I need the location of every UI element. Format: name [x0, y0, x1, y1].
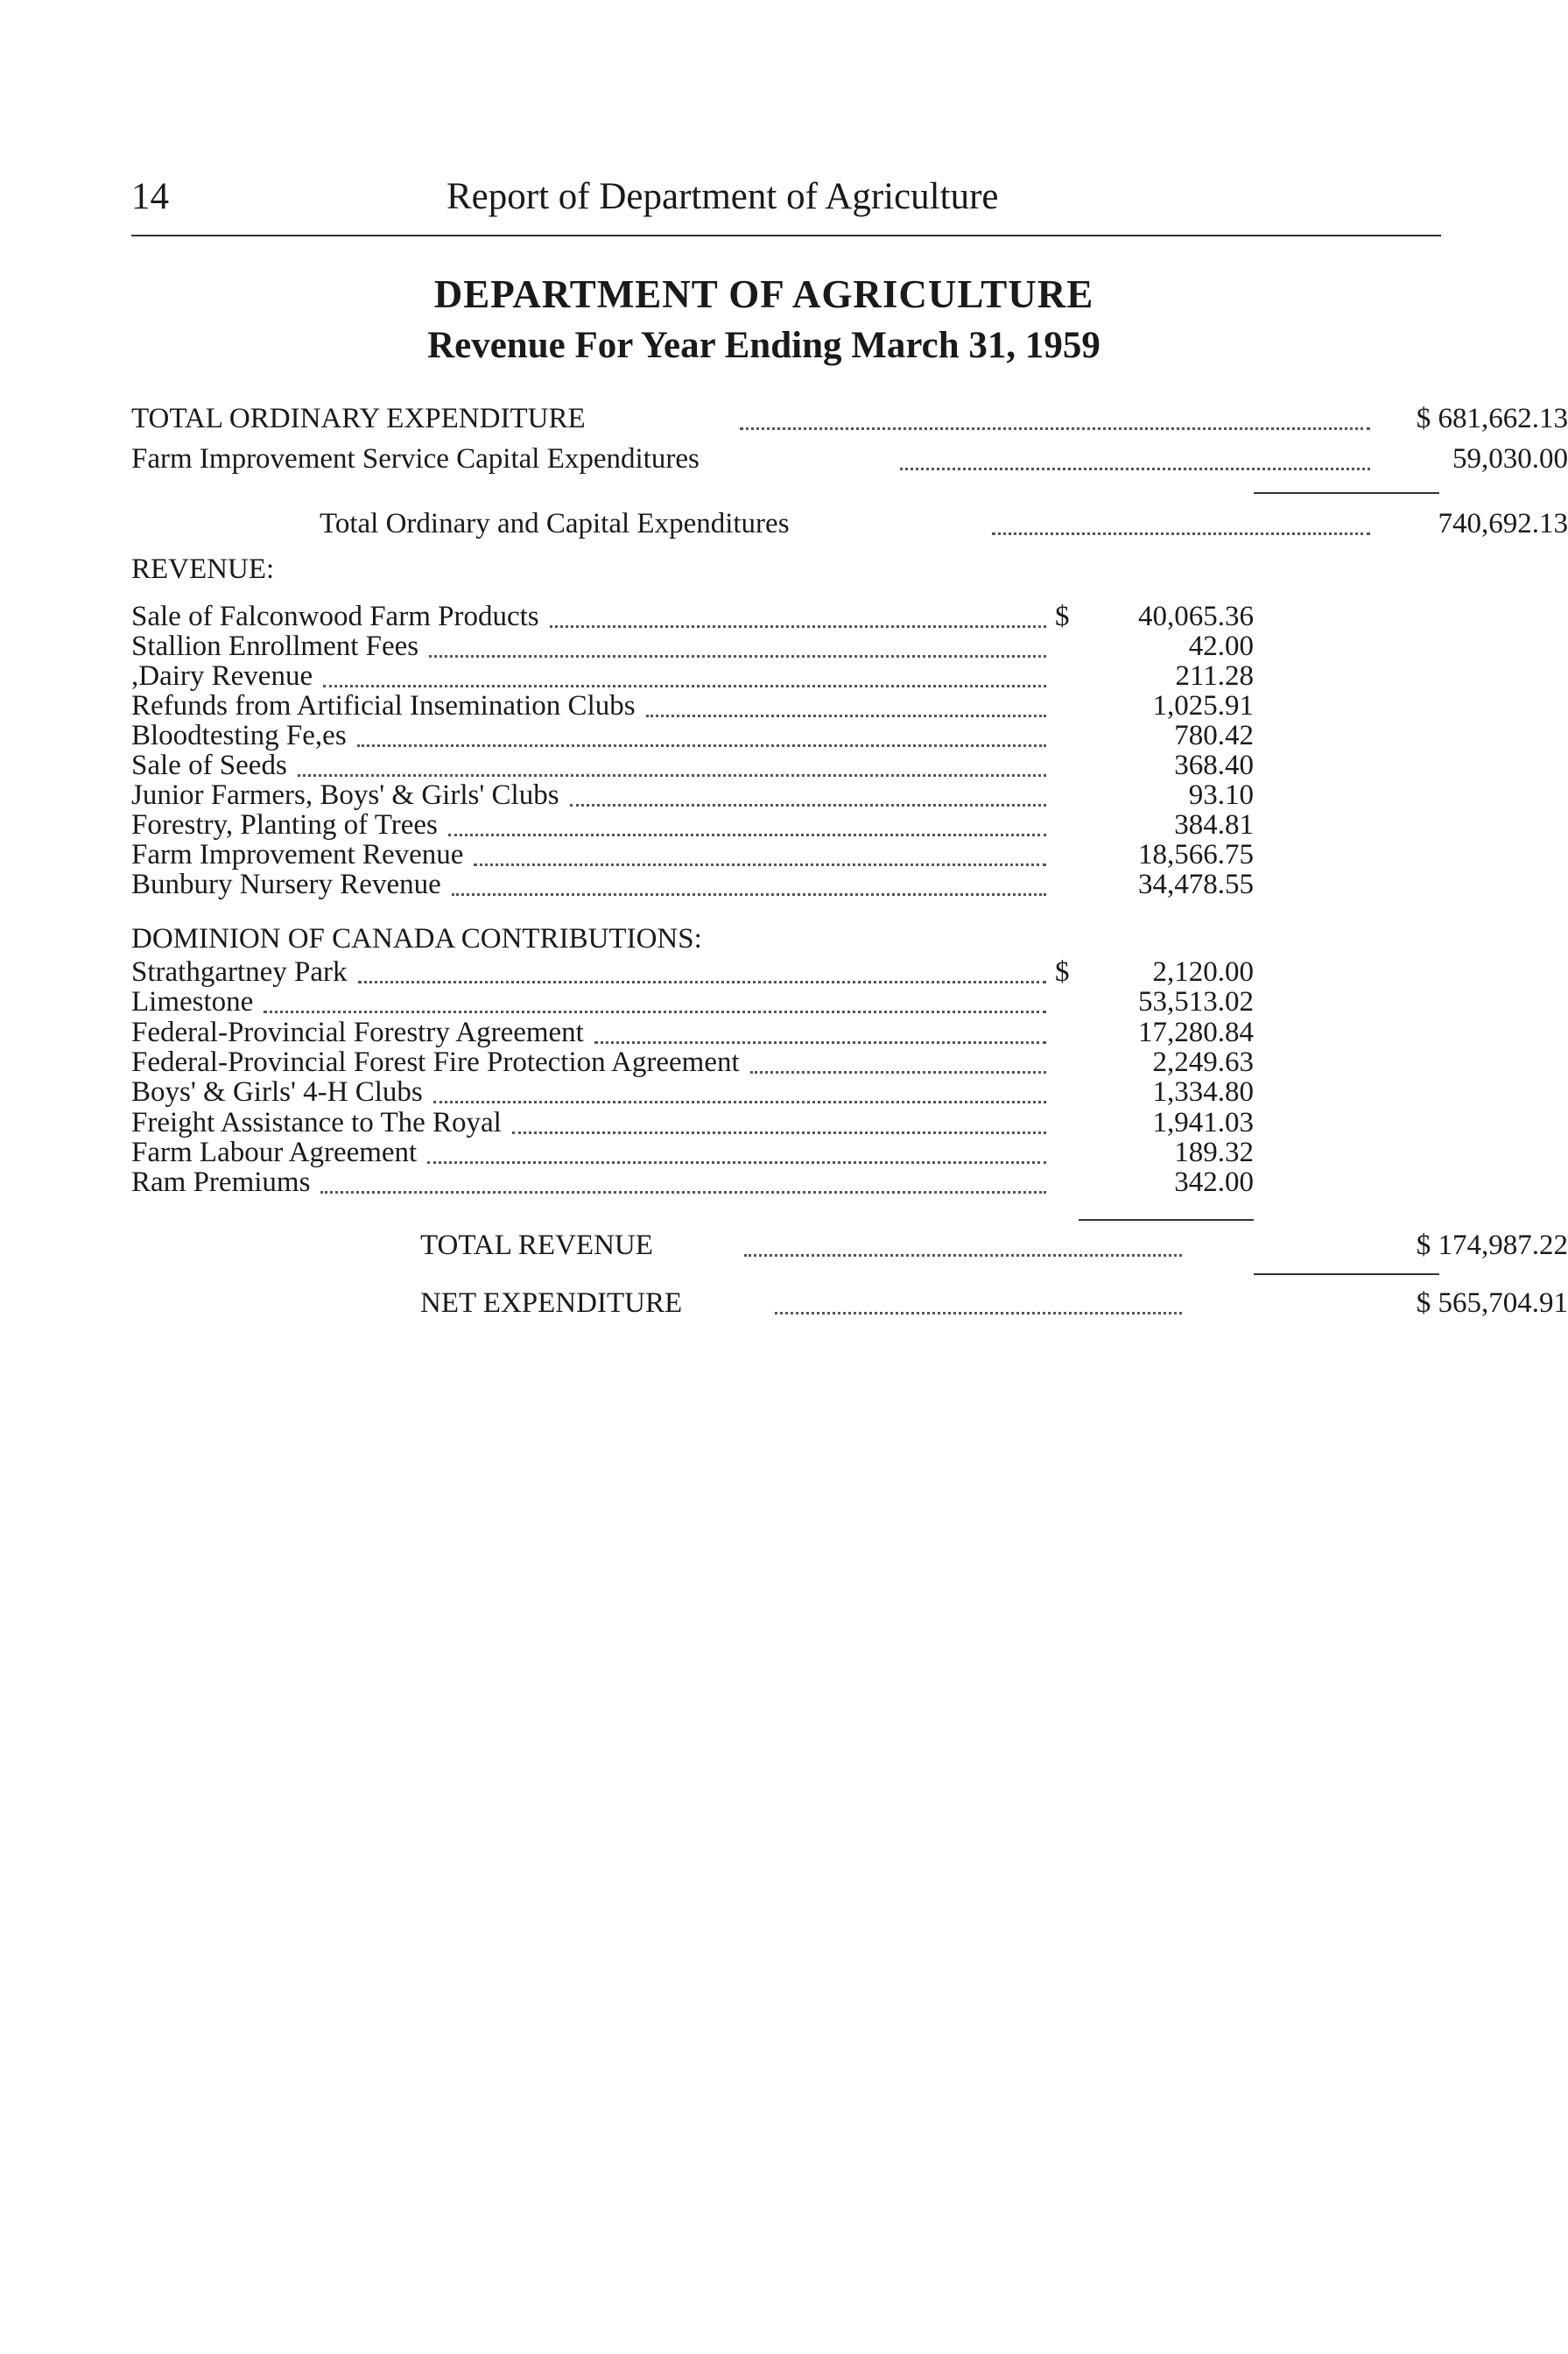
item-label: ,Dairy Revenue	[131, 660, 313, 692]
line-item	[131, 1165, 1269, 1200]
item-label: Bloodtesting Fe,es	[131, 720, 347, 751]
item-amount: 42.00	[1188, 631, 1254, 662]
item-label: Federal-Provincial Forestry Agreement	[131, 1016, 584, 1048]
item-amount: 17,280.84	[1138, 1016, 1254, 1048]
dominion-heading: DOMINION OF CANADA CONTRIBUTIONS:	[131, 923, 702, 955]
total-revenue-row	[131, 1228, 1568, 1263]
leader-dots	[427, 1135, 1046, 1164]
leader-dots	[900, 441, 1370, 470]
dollar-sign: $	[1055, 956, 1070, 988]
item-label: Farm Improvement Revenue	[131, 839, 464, 870]
item-amount: 93.10	[1188, 779, 1254, 811]
row-label: Farm Improvement Service Capital Expenditures	[131, 443, 700, 475]
page-title: DEPARTMENT OF AGRICULTURE	[433, 272, 1094, 316]
row-label: TOTAL REVENUE	[420, 1230, 653, 1261]
item-label: Stallion Enrollment Fees	[131, 631, 419, 662]
net-expenditure-row	[131, 1286, 1568, 1321]
row-label: Total Ordinary and Capital Expenditures	[320, 508, 790, 539]
leader-dots	[358, 955, 1046, 983]
item-label: Ram Premiums	[131, 1166, 311, 1199]
row-amount: 59,030.00	[1452, 443, 1568, 475]
item-label: Limestone	[131, 986, 254, 1018]
row-amount: 740,692.13	[1438, 508, 1568, 539]
item-amount: 53,513.02	[1138, 986, 1254, 1018]
item-label: Farm Labour Agreement	[131, 1136, 418, 1168]
leader-dots	[429, 629, 1046, 658]
item-amount: 368.40	[1174, 750, 1254, 781]
item-label: Forestry, Planting of Trees	[131, 809, 438, 841]
total-ordinary-capital-row	[131, 506, 1568, 541]
item-amount: 189.32	[1174, 1136, 1254, 1168]
leader-dots	[323, 659, 1046, 687]
leader-dots	[775, 1286, 1182, 1314]
item-label: Junior Farmers, Boys' & Girls' Clubs	[131, 779, 559, 811]
row-label: TOTAL ORDINARY EXPENDITURE	[131, 403, 586, 434]
item-amount: 384.81	[1174, 809, 1254, 841]
row-amount: $ 565,704.91	[1416, 1287, 1568, 1319]
leader-dots	[992, 506, 1370, 535]
item-label: Sale of Seeds	[131, 750, 287, 781]
leader-dots	[550, 599, 1046, 628]
revenue-subtotal-rule	[1079, 1219, 1254, 1221]
item-label: Refunds from Artificial Insemination Clubs	[131, 690, 636, 722]
item-amount: 780.42	[1174, 720, 1254, 751]
item-label: Sale of Falconwood Farm Products	[131, 601, 539, 632]
leader-dots	[320, 1165, 1046, 1194]
item-label: Federal-Provincial Forest Fire Protection Agreement	[131, 1046, 740, 1078]
subtotal-rule	[1254, 492, 1439, 494]
farm-improvement-capital-row	[131, 441, 1568, 476]
leader-dots	[646, 688, 1046, 717]
leader-dots	[298, 748, 1046, 777]
item-amount: 211.28	[1175, 660, 1254, 692]
row-label: NET EXPENDITURE	[420, 1287, 683, 1319]
leader-dots	[744, 1228, 1182, 1257]
net-total-rule	[1254, 1273, 1439, 1275]
dollar-sign: $	[1055, 601, 1070, 632]
item-amount: 18,566.75	[1138, 839, 1254, 870]
item-label: Bunbury Nursery Revenue	[131, 869, 441, 900]
leader-dots	[448, 807, 1046, 836]
revenue-heading: REVENUE:	[131, 553, 275, 585]
leader-dots	[740, 401, 1370, 430]
item-amount: 342.00	[1174, 1166, 1254, 1199]
leader-dots	[264, 984, 1046, 1013]
leader-dots	[452, 867, 1046, 896]
total-ordinary-expenditure-row	[131, 401, 1568, 436]
item-label: Strathgartney Park	[131, 956, 348, 988]
item-amount: 1,941.03	[1152, 1106, 1254, 1138]
item-amount: 2,120.00	[1152, 956, 1254, 988]
leader-dots	[357, 718, 1046, 747]
item-amount: 34,478.55	[1138, 869, 1254, 900]
item-amount: 1,334.80	[1152, 1076, 1254, 1109]
header-rule	[131, 235, 1441, 236]
item-label: Boys' & Girls' 4-H Clubs	[131, 1076, 423, 1109]
page-number: 14	[131, 176, 169, 217]
leader-dots	[750, 1045, 1046, 1074]
line-item	[131, 867, 1269, 902]
leader-dots	[570, 778, 1046, 807]
item-amount: 1,025.91	[1152, 690, 1254, 722]
item-label: Freight Assistance to The Royal	[131, 1106, 502, 1138]
leader-dots	[512, 1105, 1046, 1134]
leader-dots	[594, 1015, 1046, 1044]
item-amount: 2,249.63	[1152, 1046, 1254, 1078]
row-amount: $ 681,662.13	[1416, 403, 1568, 434]
item-amount: 40,065.36	[1138, 601, 1254, 632]
page-subtitle: Revenue For Year Ending March 31, 1959	[427, 325, 1100, 366]
row-amount: $ 174,987.22	[1416, 1230, 1568, 1261]
leader-dots	[474, 837, 1046, 866]
running-title: Report of Department of Agriculture	[446, 176, 999, 217]
leader-dots	[433, 1075, 1046, 1103]
